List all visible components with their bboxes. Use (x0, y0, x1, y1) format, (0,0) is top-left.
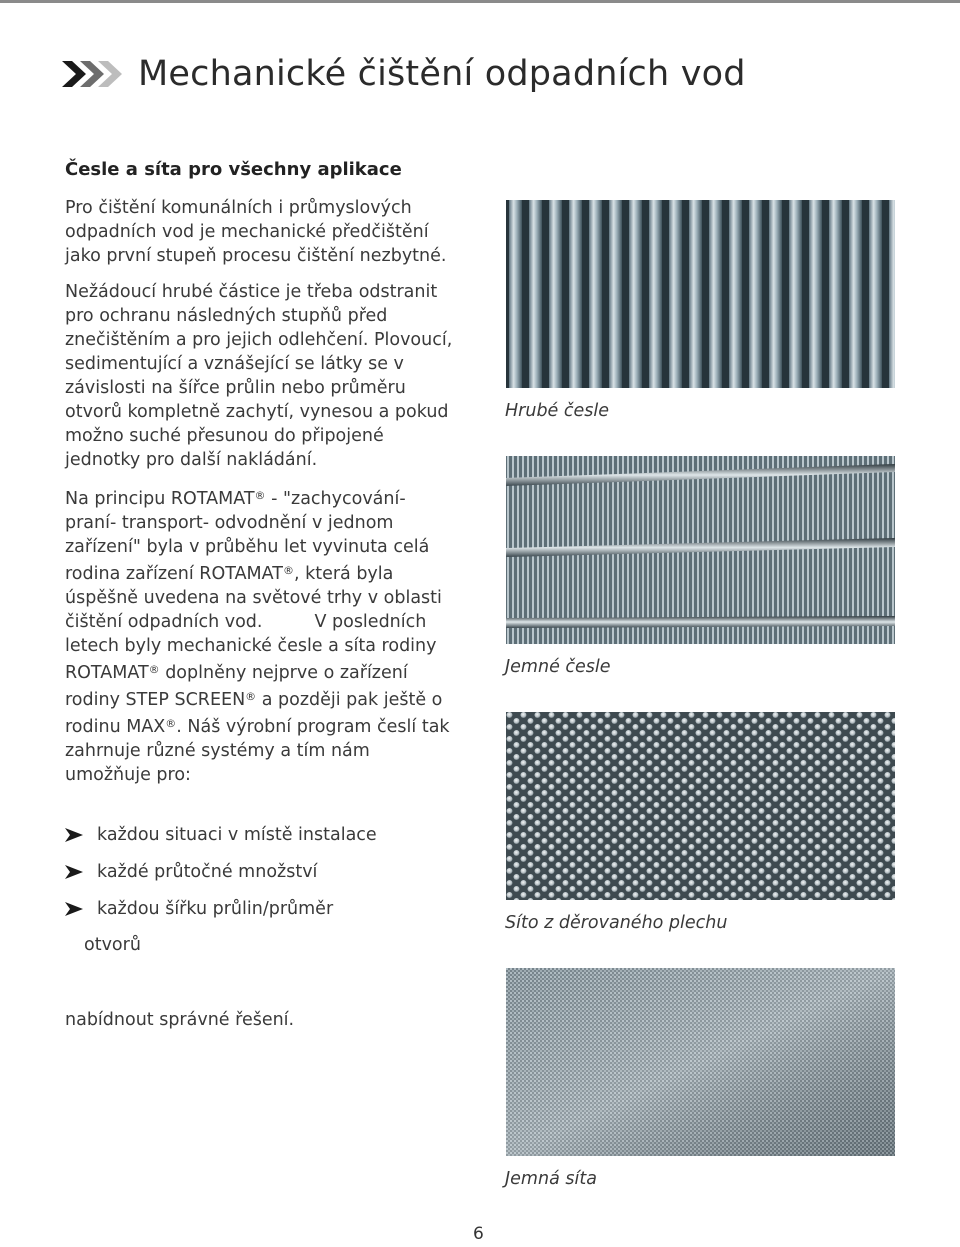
page-number: 6 (473, 1224, 484, 1244)
registered-mark: ® (148, 663, 160, 676)
bullet-list (65, 823, 465, 934)
text-fragment: . Náš výrobní program česlí tak zahrnuje různé systémy a tím nám umožňuje pro: (65, 717, 450, 785)
list-item-text: každou situaci v místě instalace (97, 825, 377, 845)
caption-perforated-plate: Síto z děrovaného plechu (505, 913, 728, 933)
bullet-continuation: otvorů (84, 935, 141, 955)
registered-mark: ® (165, 717, 177, 730)
text-fragment: a později pak ještě o rodinu MAX (65, 690, 443, 737)
coarse-screen-photo (506, 200, 895, 388)
text-fragment: V posledních letech byly mechanické česle a síta rodiny ROTAMAT (65, 612, 437, 683)
body-text (65, 158, 455, 799)
caption-fine-mesh: Jemná síta (505, 1169, 597, 1189)
registered-mark: ® (282, 564, 294, 577)
text-fragment: Na principu ROTAMAT (65, 489, 255, 509)
list-item (65, 823, 465, 847)
closing-sentence: nabídnout správné řešení. (65, 1010, 295, 1030)
fine-screen-photo (506, 456, 895, 644)
page-title: Mechanické čištění odpadních vod (138, 54, 746, 94)
caption-fine-screen: Jemné česle (505, 657, 611, 677)
arrowhead-bullet-icon (65, 828, 83, 842)
paragraph-rotamat (65, 484, 455, 787)
top-rule (0, 0, 960, 3)
list-item (65, 897, 465, 921)
registered-mark: ® (245, 690, 257, 703)
paragraph-intro: Pro čištění komunálních i průmyslových odpadních vod je mechanické předčištění jako první stupeň procesu čištění nezbytné. (65, 198, 447, 266)
list-item-text: každou šířku průlin/průměr (97, 899, 334, 919)
arrowhead-bullet-icon (65, 865, 83, 879)
text-fragment: , která byla úspěšně uvedena na světové trhy v oblasti čištění odpadních vod. (65, 564, 442, 632)
double-chevron-icon (62, 59, 126, 89)
text-fragment: doplněny nejprve o zařízení rodiny STEP SCREEN (65, 663, 408, 710)
page-header (62, 50, 746, 98)
list-item (65, 860, 465, 884)
section-subheading: Česle a síta pro všechny aplikace (65, 159, 402, 180)
arrowhead-bullet-icon (65, 902, 83, 916)
registered-mark: ® (254, 489, 266, 502)
caption-coarse-screen: Hrubé česle (505, 401, 610, 421)
fine-mesh-photo (506, 968, 895, 1156)
paragraph-particles: Nežádoucí hrubé částice je třeba odstranit pro ochranu následných stupňů před znečištěním a pro jejich odlehčení. Plovoucí, sedimentující a vznášející se látky se v závislosti na šířce průlin nebo průměru otvorů kompletně zachytí, vynesou a pokud možno suché přesunou do připojené jednotky pro další nakládání. (65, 282, 453, 470)
list-item-text: každé průtočné množství (97, 862, 318, 882)
text-fragment: - "zachycování-praní- transport- odvodnění v jednom zařízení" byla v průběhu let vyvinuta celá rodina zařízení ROTAMAT (65, 489, 430, 584)
perforated-plate-photo (506, 712, 895, 900)
